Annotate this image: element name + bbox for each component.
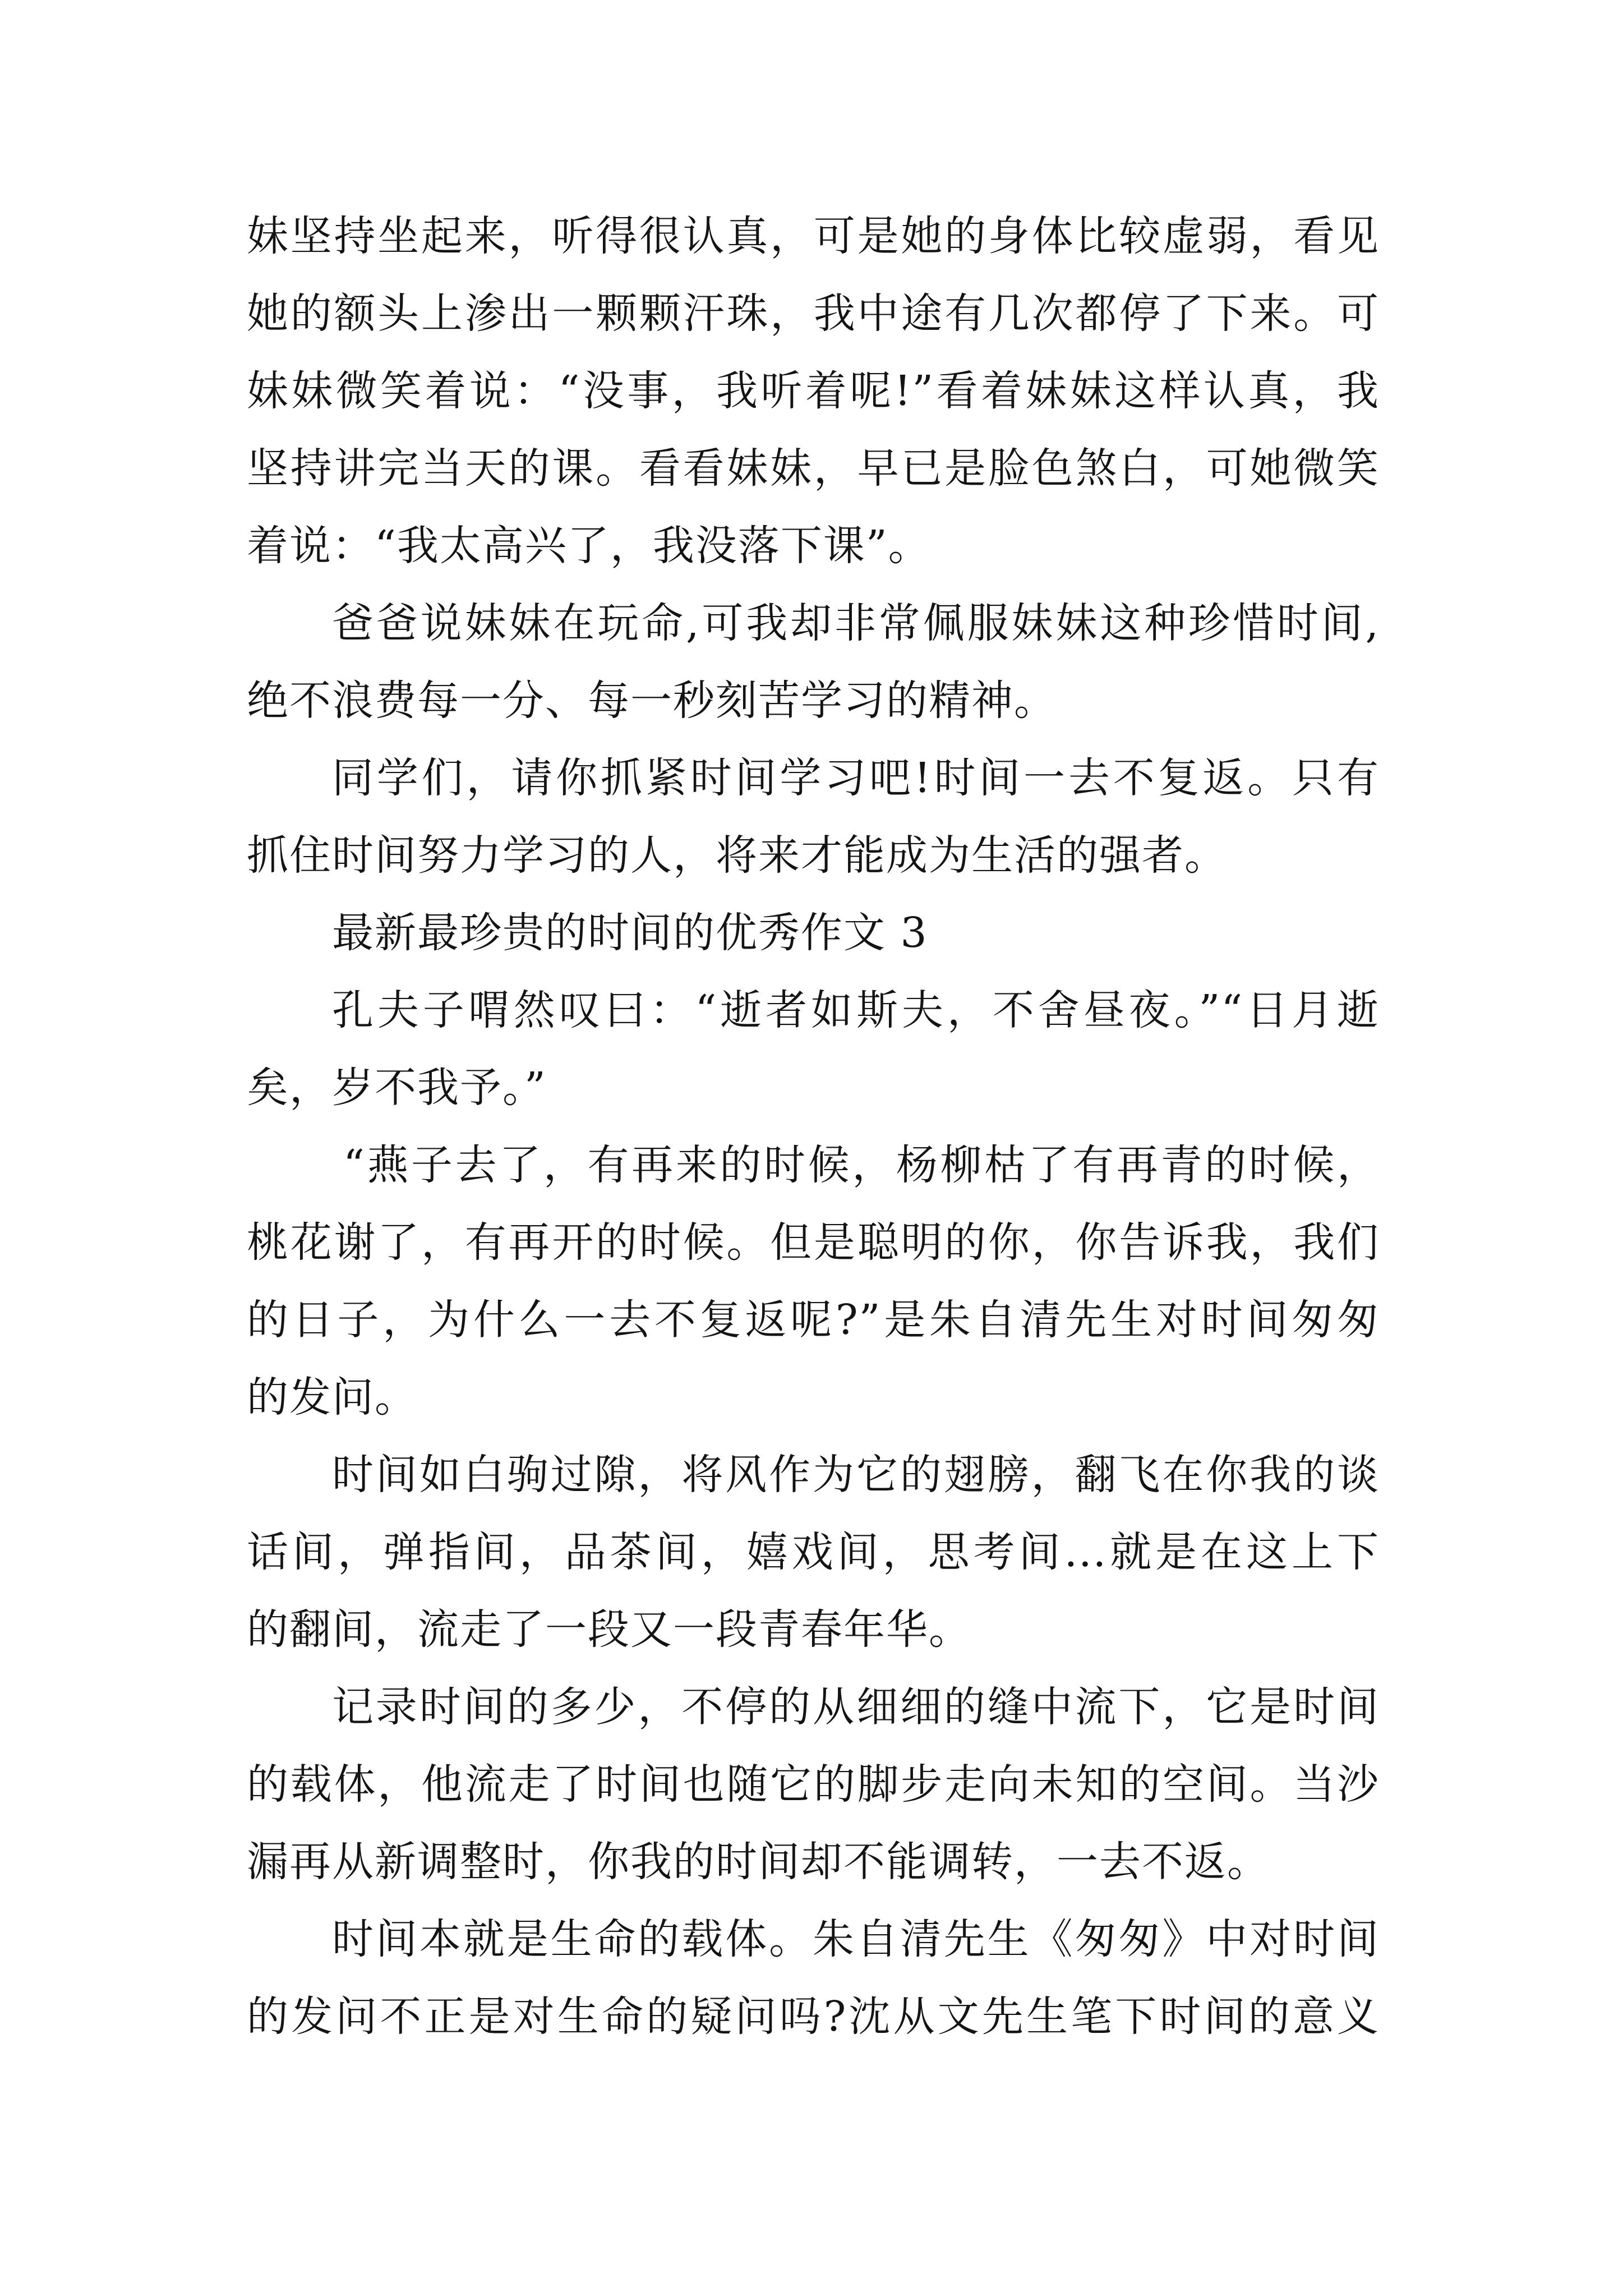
- section-heading: 最新最珍贵的时间的优秀作文 3: [332, 909, 928, 957]
- paragraph-first-line: 爸爸说妹妹在玩命,可我却非常佩服妹妹这种珍惜时间,: [332, 599, 1380, 647]
- essay-body: [247, 197, 1380, 2055]
- text-line: 矣，岁不我予。”: [247, 1064, 547, 1112]
- text-line: 着说：“我太高兴了，我没落下课”。: [247, 522, 931, 570]
- paragraph-first-line: 时间本就是生命的载体。朱自清先生《匆匆》中对时间: [332, 1915, 1380, 1963]
- text-line: 的发问不正是对生命的疑问吗?沈从文先生笔下时间的意义: [247, 1993, 1380, 2041]
- paragraph-first-line: 时间如白驹过隙，将风作为它的翅膀，翻飞在你我的谈: [332, 1451, 1380, 1499]
- text-line: 绝不浪费每一分、每一秒刻苦学习的精神。: [247, 677, 1057, 725]
- text-line: 抓住时间努力学习的人，将来才能成为生活的强者。: [247, 831, 1227, 880]
- paragraph-first-line: 记录时间的多少，不停的从细细的缝中流下，它是时间: [332, 1683, 1380, 1731]
- text-line: 桃花谢了，有再开的时候。但是聪明的你，你告诉我，我们: [247, 1218, 1380, 1267]
- text-line: 她的额头上渗出一颗颗汗珠，我中途有几次都停了下来。可: [247, 289, 1380, 338]
- text-line: 漏再从新调整时，你我的时间却不能调转，一去不返。: [247, 1838, 1270, 1886]
- text-line: 的载体，他流走了时间也随它的脚步走向未知的空间。当沙: [247, 1760, 1380, 1809]
- text-line: 的发问。: [247, 1373, 417, 1421]
- text-line: 的日子，为什么一去不复返呢?”是朱自清先生对时间匆匆: [247, 1296, 1380, 1344]
- text-line: 妹妹微笑着说：“没事，我听着呢!”看着妹妹这样认真，我: [247, 367, 1380, 415]
- text-line: 坚持讲完当天的课。看看妹妹，早已是脸色煞白，可她微笑: [247, 444, 1380, 493]
- text-line: 话间，弹指间，品茶间，嬉戏间，思考间...就是在这上下: [247, 1528, 1380, 1576]
- text-line: 的翻间，流走了一段又一段青春年华。: [247, 1605, 971, 1654]
- text-line: 妹坚持坐起来，听得很认真，可是她的身体比较虚弱，看见: [247, 212, 1380, 260]
- paragraph-first-line: 同学们，请你抓紧时间学习吧!时间一去不复返。只有: [332, 754, 1380, 802]
- paragraph-first-line: 孔夫子喟然叹曰：“逝者如斯夫，不舍昼夜。”“日月逝: [332, 986, 1380, 1034]
- paragraph-first-line: “燕子去了，有再来的时候，杨柳枯了有再青的时候，: [343, 1141, 1380, 1189]
